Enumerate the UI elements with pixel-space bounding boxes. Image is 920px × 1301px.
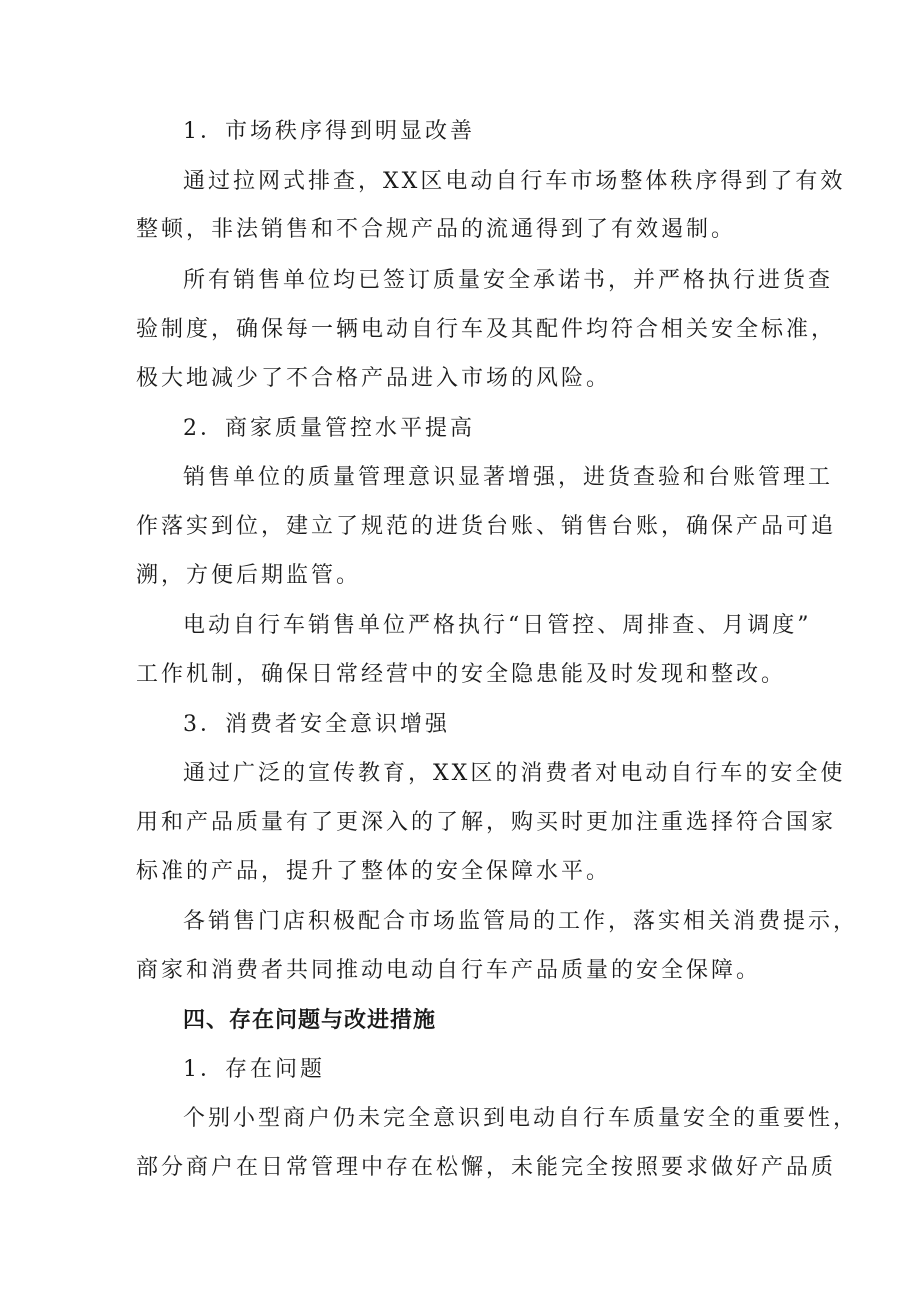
paragraph-line: 通过广泛的宣传教育，XX区的消费者对电动自行车的安全使 bbox=[183, 761, 846, 786]
subheading-market-order: 1．市场秩序得到明显改善 bbox=[183, 119, 475, 144]
paragraph-line: 工作机制，确保日常经营中的安全隐患能及时发现和整改。 bbox=[136, 662, 787, 687]
paragraph-line: 用和产品质量有了更深入的了解，购买时更加注重选择符合国家 bbox=[136, 810, 837, 835]
paragraph-line: 极大地减少了不合格产品进入市场的风险。 bbox=[136, 366, 612, 391]
subheading-existing-problems: 1．存在问题 bbox=[183, 1057, 325, 1082]
subheading-consumer-awareness: 3．消费者安全意识增强 bbox=[183, 712, 450, 737]
paragraph-line: 部分商户在日常管理中存在松懈，未能完全按照要求做好产品质 bbox=[136, 1155, 837, 1180]
section-heading-problems: 四、存在问题与改进措施 bbox=[183, 1008, 437, 1033]
paragraph-line: 各销售门店积极配合市场监管局的工作，落实相关消费提示， bbox=[183, 909, 859, 934]
paragraph-line: 商家和消费者共同推动电动自行车产品质量的安全保障。 bbox=[136, 958, 762, 983]
paragraph-line: 通过拉网式排查，XX区电动自行车市场整体秩序得到了有效 bbox=[183, 169, 846, 194]
paragraph-line: 溯，方便后期监管。 bbox=[136, 563, 362, 588]
subheading-merchant-quality: 2．商家质量管控水平提高 bbox=[183, 416, 475, 441]
paragraph-line: 所有销售单位均已签订质量安全承诺书，并严格执行进货查 bbox=[183, 268, 834, 293]
paragraph-line: 验制度，确保每一辆电动自行车及其配件均符合相关安全标准， bbox=[136, 317, 837, 342]
paragraph-line: 个别小型商户仍未完全意识到电动自行车质量安全的重要性， bbox=[183, 1106, 859, 1131]
paragraph-line: 标准的产品，提升了整体的安全保障水平。 bbox=[136, 859, 612, 884]
paragraph-line: 整顿，非法销售和不合规产品的流通得到了有效遏制。 bbox=[136, 217, 737, 242]
paragraph-line: 销售单位的质量管理意识显著增强，进货查验和台账管理工 bbox=[183, 465, 834, 490]
paragraph-line: 作落实到位，建立了规范的进货台账、销售台账，确保产品可追 bbox=[136, 514, 837, 539]
paragraph-line: 电动自行车销售单位严格执行“日管控、周排查、月调度” bbox=[183, 613, 812, 638]
